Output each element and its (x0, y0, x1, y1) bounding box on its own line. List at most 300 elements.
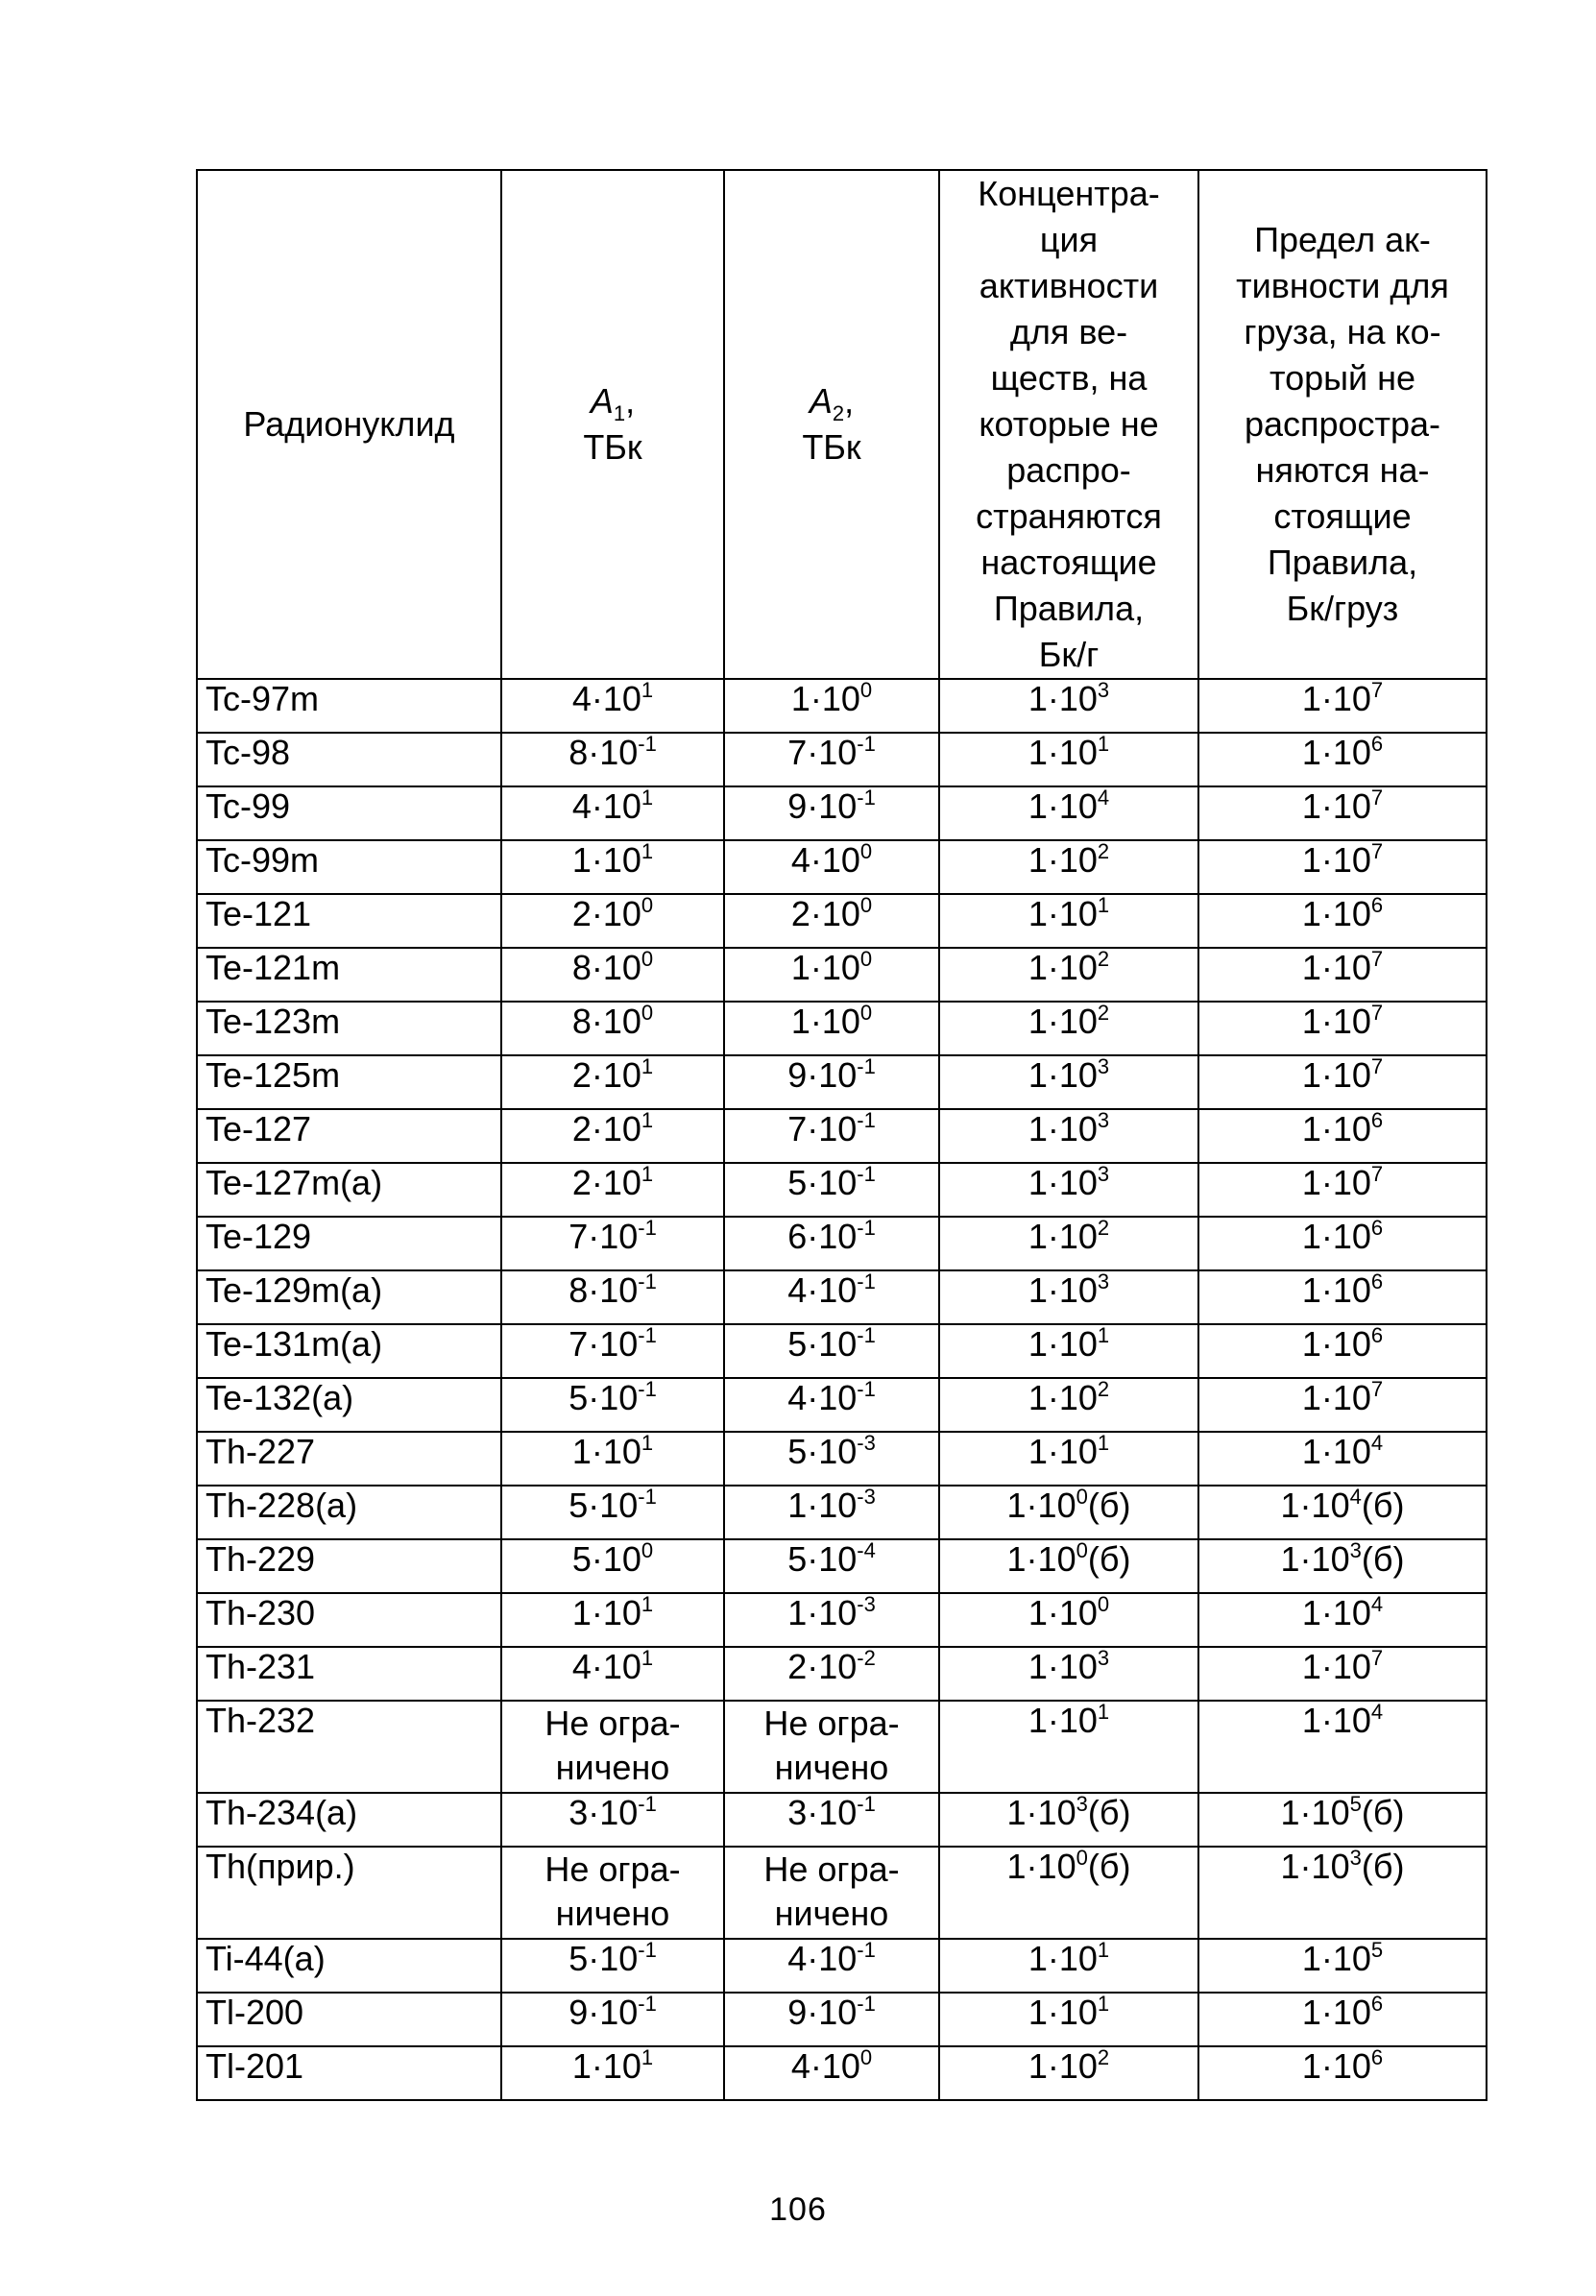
table-row (197, 840, 1487, 894)
exponent: 0 (859, 893, 873, 917)
cell-nuclide: Th(прир.) (197, 1847, 501, 1939)
footnote-mark: (б) (1087, 1847, 1131, 1886)
cell-conc (939, 1109, 1198, 1163)
cell-a2 (724, 1432, 939, 1486)
exponent: 6 (1370, 1992, 1384, 2016)
exponent: -1 (638, 1323, 657, 1347)
exponent: 3 (1097, 1054, 1110, 1078)
exponent: -1 (857, 1162, 876, 1186)
mantissa: 1·10 (1301, 786, 1371, 826)
mantissa: 1·10 (790, 948, 860, 987)
exponent: 2 (1097, 1216, 1110, 1240)
exponent: -1 (857, 1269, 876, 1293)
cell-a1 (501, 1539, 724, 1593)
exponent: -3 (857, 1485, 876, 1509)
exponent: -1 (638, 1792, 657, 1816)
exponent: -1 (638, 1377, 657, 1401)
mantissa: 4·10 (571, 1647, 641, 1686)
cell-a1 (501, 1055, 724, 1109)
table-row (197, 1993, 1487, 2046)
mantissa: 1·10 (1301, 1593, 1371, 1632)
exponent: 1 (641, 1431, 654, 1455)
exponent: -2 (857, 1646, 876, 1670)
mantissa: 5·10 (787, 1539, 858, 1579)
exponent: -1 (857, 1792, 876, 1816)
mantissa: 1·10 (571, 1593, 641, 1632)
exponent: 7 (1370, 1054, 1384, 1078)
mantissa: 1·10 (1028, 948, 1098, 987)
exponent: 7 (1370, 839, 1384, 863)
cell-nuclide: Te-129 (197, 1217, 501, 1270)
cell-conc (939, 1939, 1198, 1993)
mantissa: 2·10 (790, 894, 860, 933)
exponent: 4 (1370, 1592, 1384, 1616)
mantissa: 1·10 (1301, 1647, 1371, 1686)
cell-a2 (724, 1163, 939, 1217)
exponent: 6 (1370, 1323, 1384, 1347)
cell-a2 (724, 2046, 939, 2100)
mantissa: 1·10 (1028, 1109, 1098, 1148)
exponent: 1 (641, 1054, 654, 1078)
mantissa: 1·10 (1301, 1701, 1371, 1740)
cell-a1 (501, 1593, 724, 1647)
mantissa: 1·10 (1301, 1993, 1371, 2032)
cell-limit (1198, 786, 1487, 840)
mantissa: 7·10 (568, 1324, 639, 1364)
footnote-mark: (б) (1361, 1539, 1405, 1579)
mantissa: 1·10 (1028, 1002, 1098, 1041)
cell-a1 (501, 1647, 724, 1701)
table-row (197, 1539, 1487, 1593)
cell-conc (939, 1378, 1198, 1432)
mantissa: 1·10 (1301, 1002, 1371, 1041)
table-row (197, 1647, 1487, 1701)
cell-a1 (501, 1793, 724, 1847)
exponent: 0 (859, 839, 873, 863)
mantissa: 1·10 (1301, 1217, 1371, 1256)
cell-a1 (501, 1002, 724, 1055)
cell-a1 (501, 894, 724, 948)
cell-text: Не огра- ничено (763, 1704, 900, 1787)
cell-a2 (724, 1647, 939, 1701)
exponent: 4 (1370, 1700, 1384, 1724)
cell-conc (939, 840, 1198, 894)
mantissa: 1·10 (1028, 1270, 1098, 1310)
cell-limit (1198, 1647, 1487, 1701)
mantissa: 4·10 (571, 679, 641, 718)
exponent: 6 (1370, 1108, 1384, 1132)
cell-a1 (501, 1109, 724, 1163)
cell-limit (1198, 1109, 1487, 1163)
cell-a2 (724, 840, 939, 894)
exponent: 2 (1097, 2045, 1110, 2069)
mantissa: 1·10 (1301, 1324, 1371, 1364)
mantissa: 5·10 (571, 1539, 641, 1579)
exponent: 7 (1370, 1001, 1384, 1025)
cell-limit (1198, 894, 1487, 948)
exponent: -1 (638, 1269, 657, 1293)
exponent: 6 (1370, 2045, 1384, 2069)
exponent: 0 (1076, 1846, 1088, 1870)
cell-a2 (724, 1002, 939, 1055)
mantissa: 1·10 (1301, 2046, 1371, 2086)
mantissa: 1·10 (571, 840, 641, 880)
exponent: 1 (1097, 1323, 1110, 1347)
cell-nuclide: Te-121 (197, 894, 501, 948)
mantissa: 1·10 (1280, 1486, 1350, 1525)
table-row (197, 1002, 1487, 1055)
exponent: 3 (1097, 1646, 1110, 1670)
cell-limit (1198, 1324, 1487, 1378)
cell-nuclide: Te-127m(a) (197, 1163, 501, 1217)
cell-nuclide: Te-131m(a) (197, 1324, 501, 1378)
cell-limit (1198, 1163, 1487, 1217)
footnote-mark: (б) (1087, 1486, 1131, 1525)
mantissa: 1·10 (1028, 1217, 1098, 1256)
mantissa: 1·10 (790, 1002, 860, 1041)
cell-nuclide: Tl-201 (197, 2046, 501, 2100)
mantissa: 9·10 (568, 1993, 639, 2032)
exponent: 1 (1097, 1431, 1110, 1455)
exponent: 2 (1097, 839, 1110, 863)
header-limit: Предел ак- тивности для груза, на ко- торый не распростра- няются на- стоящие Правила, Бк/груз (1198, 170, 1487, 679)
cell-a1 (501, 1324, 724, 1378)
cell-a2 (724, 1217, 939, 1270)
cell-limit (1198, 1993, 1487, 2046)
mantissa: 1·10 (790, 679, 860, 718)
cell-limit (1198, 1593, 1487, 1647)
exponent: 4 (1370, 1431, 1384, 1455)
header-a1: $A_1$, ТБк (501, 170, 724, 679)
table-row (197, 1217, 1487, 1270)
header-concentration: Концентра- ция активности для ве- ществ, на которые не распро- страняются настоящие Правила, Бк/г (939, 170, 1198, 679)
mantissa: 1·10 (1028, 1593, 1098, 1632)
cell-conc (939, 1324, 1198, 1378)
cell-text: Не огра- ничено (544, 1704, 681, 1787)
mantissa: 1·10 (1301, 679, 1371, 718)
exponent: 1 (1097, 893, 1110, 917)
mantissa: 9·10 (787, 786, 858, 826)
cell-a1 (501, 1378, 724, 1432)
exponent: -1 (857, 1054, 876, 1078)
exponent: 0 (859, 2045, 873, 2069)
exponent: 0 (641, 947, 654, 971)
header-row (197, 170, 1487, 679)
mantissa: 1·10 (1006, 1847, 1076, 1886)
cell-nuclide: Ti-44(a) (197, 1939, 501, 1993)
cell-text: Не огра- ничено (763, 1849, 900, 1933)
mantissa: 4·10 (790, 840, 860, 880)
table-row (197, 733, 1487, 786)
mantissa: 1·10 (1006, 1486, 1076, 1525)
mantissa: 3·10 (787, 1793, 858, 1832)
cell-conc (939, 1270, 1198, 1324)
cell-limit (1198, 733, 1487, 786)
exponent: -4 (857, 1538, 876, 1562)
cell-a1 (501, 948, 724, 1002)
mantissa: 1·10 (1028, 1324, 1098, 1364)
cell-conc (939, 1055, 1198, 1109)
mantissa: 7·10 (568, 1217, 639, 1256)
table-row (197, 679, 1487, 733)
table-row (197, 1378, 1487, 1432)
mantissa: 5·10 (787, 1163, 858, 1202)
mantissa: 7·10 (787, 733, 858, 772)
mantissa: 1·10 (1028, 1647, 1098, 1686)
exponent: 0 (1076, 1485, 1088, 1509)
cell-a1 (501, 840, 724, 894)
cell-conc (939, 1163, 1198, 1217)
cell-a1 (501, 2046, 724, 2100)
exponent: 2 (1097, 947, 1110, 971)
cell-a1 (501, 1486, 724, 1539)
exponent: 1 (641, 1592, 654, 1616)
exponent: 0 (859, 1001, 873, 1025)
cell-limit (1198, 1378, 1487, 1432)
exponent: 1 (1097, 1938, 1110, 1962)
mantissa: 1·10 (1301, 1432, 1371, 1471)
footnote-mark: (б) (1361, 1793, 1405, 1832)
exponent: 4 (1097, 785, 1110, 810)
mantissa: 1·10 (1280, 1793, 1350, 1832)
exponent: -1 (857, 1377, 876, 1401)
exponent: 1 (641, 1162, 654, 1186)
table-row (197, 1486, 1487, 1539)
exponent: 6 (1370, 732, 1384, 756)
exponent: 3 (1076, 1792, 1088, 1816)
table-row (197, 1163, 1487, 1217)
cell-limit (1198, 1939, 1487, 1993)
mantissa: 1·10 (1301, 1055, 1371, 1095)
cell-conc (939, 894, 1198, 948)
mantissa: 8·10 (568, 733, 639, 772)
mantissa: 4·10 (571, 786, 641, 826)
table-row (197, 894, 1487, 948)
cell-conc (939, 1486, 1198, 1539)
cell-nuclide: Te-127 (197, 1109, 501, 1163)
exponent: 3 (1097, 1269, 1110, 1293)
cell-nuclide: Th-234(a) (197, 1793, 501, 1847)
exponent: 1 (1097, 1700, 1110, 1724)
cell-a1 (501, 1432, 724, 1486)
exponent: 0 (641, 893, 654, 917)
mantissa: 7·10 (787, 1109, 858, 1148)
cell-a2 (724, 1939, 939, 1993)
header-nuclide: Радионуклид (197, 170, 501, 679)
exponent: -1 (857, 732, 876, 756)
cell-nuclide: Tc-99 (197, 786, 501, 840)
cell-conc (939, 948, 1198, 1002)
exponent: 1 (641, 1646, 654, 1670)
mantissa: 1·10 (1006, 1793, 1076, 1832)
table-row (197, 1055, 1487, 1109)
mantissa: 2·10 (571, 1055, 641, 1095)
cell-a1 (501, 786, 724, 840)
cell-conc (939, 1217, 1198, 1270)
cell-conc (939, 679, 1198, 733)
exponent: 3 (1349, 1538, 1362, 1562)
cell-a1 (501, 679, 724, 733)
radionuclide-table (196, 169, 1487, 2101)
table-row (197, 1270, 1487, 1324)
mantissa: 1·10 (1028, 1701, 1098, 1740)
table-row (197, 1432, 1487, 1486)
cell-nuclide: Th-227 (197, 1432, 501, 1486)
cell-a2 (724, 1324, 939, 1378)
table-row (197, 1109, 1487, 1163)
table-row (197, 1939, 1487, 1993)
cell-limit (1198, 1847, 1487, 1939)
table-row (197, 1324, 1487, 1378)
cell-nuclide: Tc-98 (197, 733, 501, 786)
cell-limit (1198, 1002, 1487, 1055)
mantissa: 1·10 (1006, 1539, 1076, 1579)
cell-a2 (724, 1593, 939, 1647)
mantissa: 1·10 (1301, 1270, 1371, 1310)
cell-nuclide: Te-125m (197, 1055, 501, 1109)
exponent: 2 (1097, 1377, 1110, 1401)
exponent: -1 (638, 1485, 657, 1509)
mantissa: 1·10 (1028, 1163, 1098, 1202)
table-row (197, 1593, 1487, 1647)
cell-a2 (724, 948, 939, 1002)
exponent: 3 (1097, 678, 1110, 702)
cell-limit (1198, 1486, 1487, 1539)
exponent: -1 (857, 1323, 876, 1347)
cell-conc (939, 1432, 1198, 1486)
exponent: 3 (1097, 1108, 1110, 1132)
mantissa: 1·10 (1280, 1847, 1350, 1886)
cell-conc (939, 786, 1198, 840)
cell-nuclide: Te-129m(a) (197, 1270, 501, 1324)
cell-limit (1198, 1217, 1487, 1270)
footnote-mark: (б) (1087, 1793, 1131, 1832)
exponent: 7 (1370, 1646, 1384, 1670)
exponent: -1 (857, 1216, 876, 1240)
mantissa: 1·10 (1028, 2046, 1098, 2086)
exponent: 3 (1097, 1162, 1110, 1186)
exponent: 1 (1097, 1992, 1110, 2016)
mantissa: 1·10 (1301, 1939, 1371, 1978)
cell-limit (1198, 840, 1487, 894)
cell-nuclide: Te-132(a) (197, 1378, 501, 1432)
cell-a2 (724, 894, 939, 948)
exponent: -1 (857, 1108, 876, 1132)
cell-a2 (724, 1701, 939, 1793)
mantissa: 1·10 (1028, 1432, 1098, 1471)
cell-conc (939, 1993, 1198, 2046)
cell-nuclide: Tc-97m (197, 679, 501, 733)
cell-limit (1198, 1539, 1487, 1593)
footnote-mark: (б) (1361, 1847, 1405, 1886)
exponent: 1 (641, 839, 654, 863)
exponent: 0 (641, 1538, 654, 1562)
exponent: 7 (1370, 1162, 1384, 1186)
exponent: 5 (1370, 1938, 1384, 1962)
exponent: 7 (1370, 947, 1384, 971)
mantissa: 4·10 (787, 1270, 858, 1310)
cell-limit (1198, 2046, 1487, 2100)
cell-conc (939, 1701, 1198, 1793)
cell-conc (939, 733, 1198, 786)
mantissa: 1·10 (1301, 948, 1371, 987)
cell-limit (1198, 1055, 1487, 1109)
cell-limit (1198, 1270, 1487, 1324)
cell-conc (939, 1539, 1198, 1593)
cell-a2 (724, 786, 939, 840)
cell-a1 (501, 1847, 724, 1939)
footnote-mark: (б) (1361, 1486, 1405, 1525)
exponent: 1 (641, 678, 654, 702)
mantissa: 8·10 (571, 1002, 641, 1041)
mantissa: 9·10 (787, 1055, 858, 1095)
cell-conc (939, 1847, 1198, 1939)
cell-nuclide: Th-230 (197, 1593, 501, 1647)
cell-limit (1198, 1701, 1487, 1793)
cell-conc (939, 1793, 1198, 1847)
table-row (197, 1701, 1487, 1793)
exponent: -1 (857, 1992, 876, 2016)
mantissa: 9·10 (787, 1993, 858, 2032)
mantissa: 1·10 (1028, 679, 1098, 718)
mantissa: 1·10 (1028, 1993, 1098, 2032)
exponent: -1 (638, 1216, 657, 1240)
mantissa: 1·10 (1301, 840, 1371, 880)
footnote-mark: (б) (1087, 1539, 1131, 1579)
exponent: -3 (857, 1431, 876, 1455)
cell-a1 (501, 1217, 724, 1270)
cell-a2 (724, 1270, 939, 1324)
mantissa: 2·10 (787, 1647, 858, 1686)
exponent: 5 (1349, 1792, 1362, 1816)
cell-nuclide: Th-228(a) (197, 1486, 501, 1539)
mantissa: 5·10 (787, 1432, 858, 1471)
exponent: 6 (1370, 1269, 1384, 1293)
exponent: -1 (638, 1992, 657, 2016)
cell-a2 (724, 1793, 939, 1847)
cell-a2 (724, 733, 939, 786)
cell-a1 (501, 1163, 724, 1217)
mantissa: 4·10 (790, 2046, 860, 2086)
mantissa: 1·10 (1028, 733, 1098, 772)
cell-limit (1198, 948, 1487, 1002)
mantissa: 2·10 (571, 894, 641, 933)
mantissa: 1·10 (1028, 1939, 1098, 1978)
mantissa: 5·10 (568, 1378, 639, 1417)
mantissa: 8·10 (571, 948, 641, 987)
cell-a2 (724, 679, 939, 733)
cell-a1 (501, 1270, 724, 1324)
mantissa: 1·10 (1301, 1163, 1371, 1202)
mantissa: 6·10 (787, 1217, 858, 1256)
cell-nuclide: Th-229 (197, 1539, 501, 1593)
exponent: 0 (1097, 1592, 1110, 1616)
exponent: 1 (1097, 732, 1110, 756)
mantissa: 1·10 (1301, 1378, 1371, 1417)
mantissa: 1·10 (1028, 894, 1098, 933)
mantissa: 1·10 (1028, 786, 1098, 826)
exponent: 7 (1370, 1377, 1384, 1401)
exponent: -1 (857, 1938, 876, 1962)
mantissa: 1·10 (1028, 840, 1098, 880)
exponent: -3 (857, 1592, 876, 1616)
exponent: 0 (1076, 1538, 1088, 1562)
cell-conc (939, 1647, 1198, 1701)
exponent: 6 (1370, 893, 1384, 917)
mantissa: 3·10 (568, 1793, 639, 1832)
table-row (197, 1847, 1487, 1939)
mantissa: 5·10 (568, 1486, 639, 1525)
